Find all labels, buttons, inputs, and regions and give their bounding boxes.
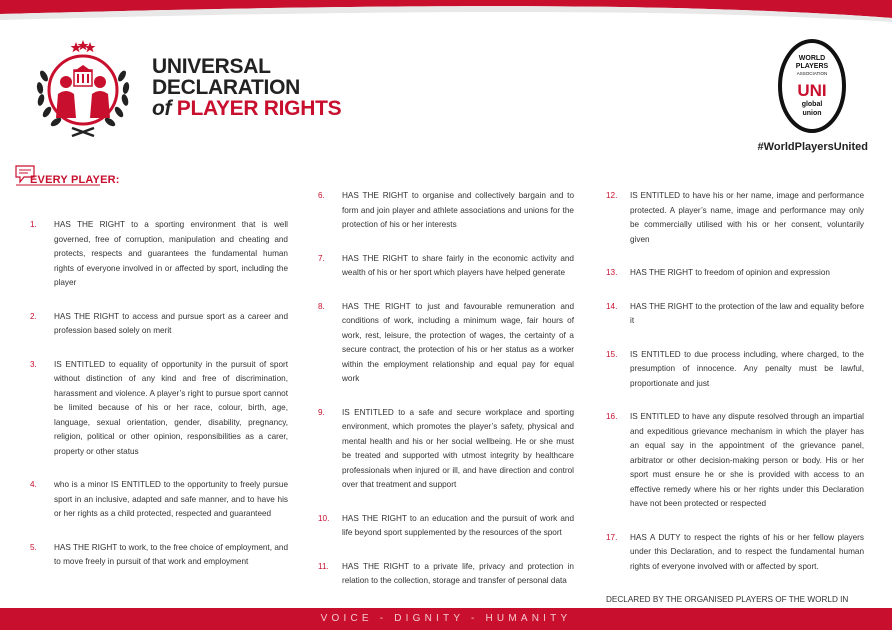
title-line-1: UNIVERSAL <box>152 55 271 78</box>
article-number: 10. <box>318 513 330 523</box>
article-text: IS ENTITLED to equality of opportunity in the pursuit of sport without distinction of any kind and free of discrimination, harassment and violence. A player’s right to pursue sport cannot be limited because of his or her race, colour, birth, age, language, sexual orientation, gender, disability, pregnancy, religion, political or other opinion, responsibilities as a carer, property or other status <box>54 359 288 456</box>
article-item <box>606 266 864 281</box>
wpa-logo-line4: global <box>801 101 823 108</box>
article-number: 17. <box>606 532 618 542</box>
article-text: HAS THE RIGHT to work, to the free choice of employment, and to move freely in pursuit of that work and employment <box>54 542 288 566</box>
article-number: 2. <box>30 311 37 321</box>
article-item <box>318 406 574 493</box>
wpa-logo-line5: union <box>802 110 822 117</box>
article-item <box>606 189 864 247</box>
article-number: 9. <box>318 407 325 417</box>
article-number: 6. <box>318 191 325 200</box>
footer-bar <box>0 608 892 630</box>
article-number: 13. <box>606 268 618 277</box>
article-text: HAS THE RIGHT to an education and the pursuit of work and life beyond sport supplemented by the resources of the sport <box>342 513 574 537</box>
article-item <box>606 531 864 575</box>
wpa-logo-mark: UNI <box>797 81 827 100</box>
article-number: 12. <box>606 191 618 200</box>
article-item <box>30 541 288 570</box>
article-item <box>606 300 864 329</box>
player-rights-logo <box>32 36 134 140</box>
article-text: HAS A DUTY to respect the rights of his or her fellow players under this Declaration, and to respect the fundamental human rights of everyone involved with or affected by sport. <box>630 532 864 571</box>
article-text: HAS THE RIGHT to access and pursue sport as a career and profession based solely on merit <box>54 311 288 335</box>
article-text: HAS THE RIGHT to organise and collectively bargain and to form and join player and athlete associations and unions for the protection of his or her interests <box>342 191 574 229</box>
article-text: IS ENTITLED to a safe and secure workplace and sporting environment, which promotes the player’s safety, physical and mental health and his or her social wellbeing. He or she must be treated and supported with utmost integrity by healthcare professionals when injured or ill, and have direction and control over that treatment and support <box>342 407 574 489</box>
top-red-swoosh <box>0 0 892 36</box>
article-number: 5. <box>30 542 37 552</box>
footer-motto: VOICE - DIGNITY - HUMANITY <box>320 613 572 624</box>
article-number: 7. <box>318 253 325 263</box>
article-number: 1. <box>30 220 37 229</box>
article-number: 8. <box>318 301 325 311</box>
wpa-logo-line2: PLAYERS <box>795 63 829 70</box>
article-text: IS ENTITLED to have any dispute resolved through an impartial and expeditious grievance mechanism in which the player has an equal say in the appointment of the grievance panel, arbitrator or other decision-making person or body. His or her sport must ensure he or she is provided with access to an effective remedy where his or her rights under this Declaration have not been protected or respected <box>630 412 864 508</box>
article-text: HAS THE RIGHT to a private life, privacy and protection in relation to the collection, storage and transfer of personal data <box>342 561 574 585</box>
article-text: IS ENTITLED to have his or her name, image and performance protected. A player’s name, image and performance may only be commercially utilised with his or her consent, voluntarily given <box>630 191 864 244</box>
article-item <box>30 358 288 460</box>
articles-column-2 <box>318 189 574 608</box>
title-player-rights: PLAYER RIGHTS <box>176 97 342 120</box>
wpa-logo-line3: ASSOCIATION <box>796 71 828 76</box>
article-text: HAS THE RIGHT to the protection of the law and equality before it <box>630 301 864 325</box>
article-item <box>318 512 574 541</box>
article-text: HAS THE RIGHT to just and favourable remuneration and conditions of work, including a minimum wage, fair hours of work, rest, leisure, the protection of wages, the certainty of a secure contract, the protection of his or her status as a worker within the employment relationship and equal pay for equal work <box>342 301 574 383</box>
article-number: 15. <box>606 349 618 359</box>
article-text: HAS THE RIGHT to a sporting environment that is well governed, free of corruption, manipulation and cheating and protects, respects and guarantees the fundamental human rights of everyone involved in or affected by sport, including the player <box>54 220 288 287</box>
article-text: HAS THE RIGHT to share fairly in the economic activity and wealth of his or her sport which players have helped generate <box>342 253 574 277</box>
declaration-title <box>152 56 341 119</box>
article-text: who is a minor IS ENTITLED to the opportunity to freely pursue sport in an inclusive, adapted and safe manner, and to have his or her rights as a child protected, respected and guaranteed <box>54 480 288 518</box>
world-players-association-logo <box>777 38 847 134</box>
title-line-3 <box>152 98 341 119</box>
title-line-2: DECLARATION <box>152 76 300 99</box>
every-player-label: EVERY PLAYER: <box>30 174 120 186</box>
articles-column-1 <box>30 218 288 589</box>
article-item <box>30 478 288 522</box>
article-number: 14. <box>606 301 618 311</box>
article-text: HAS THE RIGHT to freedom of opinion and expression <box>630 268 830 277</box>
article-item <box>318 252 574 281</box>
hashtag: #WorldPlayersUnited <box>757 141 868 153</box>
wpa-logo-line1: WORLD <box>798 55 826 62</box>
article-item <box>318 189 574 233</box>
article-number: 11. <box>318 561 329 571</box>
title-of: of <box>152 97 172 120</box>
articles-column-3 <box>606 189 864 622</box>
article-number: 3. <box>30 359 37 369</box>
article-text: IS ENTITLED to due process including, where charged, to the presumption of innocence. Any penalty must be lawful, proportionate and just <box>630 349 864 388</box>
article-number: 4. <box>30 480 37 489</box>
article-number: 16. <box>606 412 618 421</box>
closing-declaration: DECLARED BY THE ORGANISED PLAYERS OF THE WORLD IN <box>606 595 849 604</box>
article-item <box>318 560 574 589</box>
article-item <box>606 348 864 392</box>
article-item <box>30 310 288 339</box>
article-item <box>606 410 864 512</box>
article-item <box>318 300 574 387</box>
article-item <box>30 218 288 291</box>
